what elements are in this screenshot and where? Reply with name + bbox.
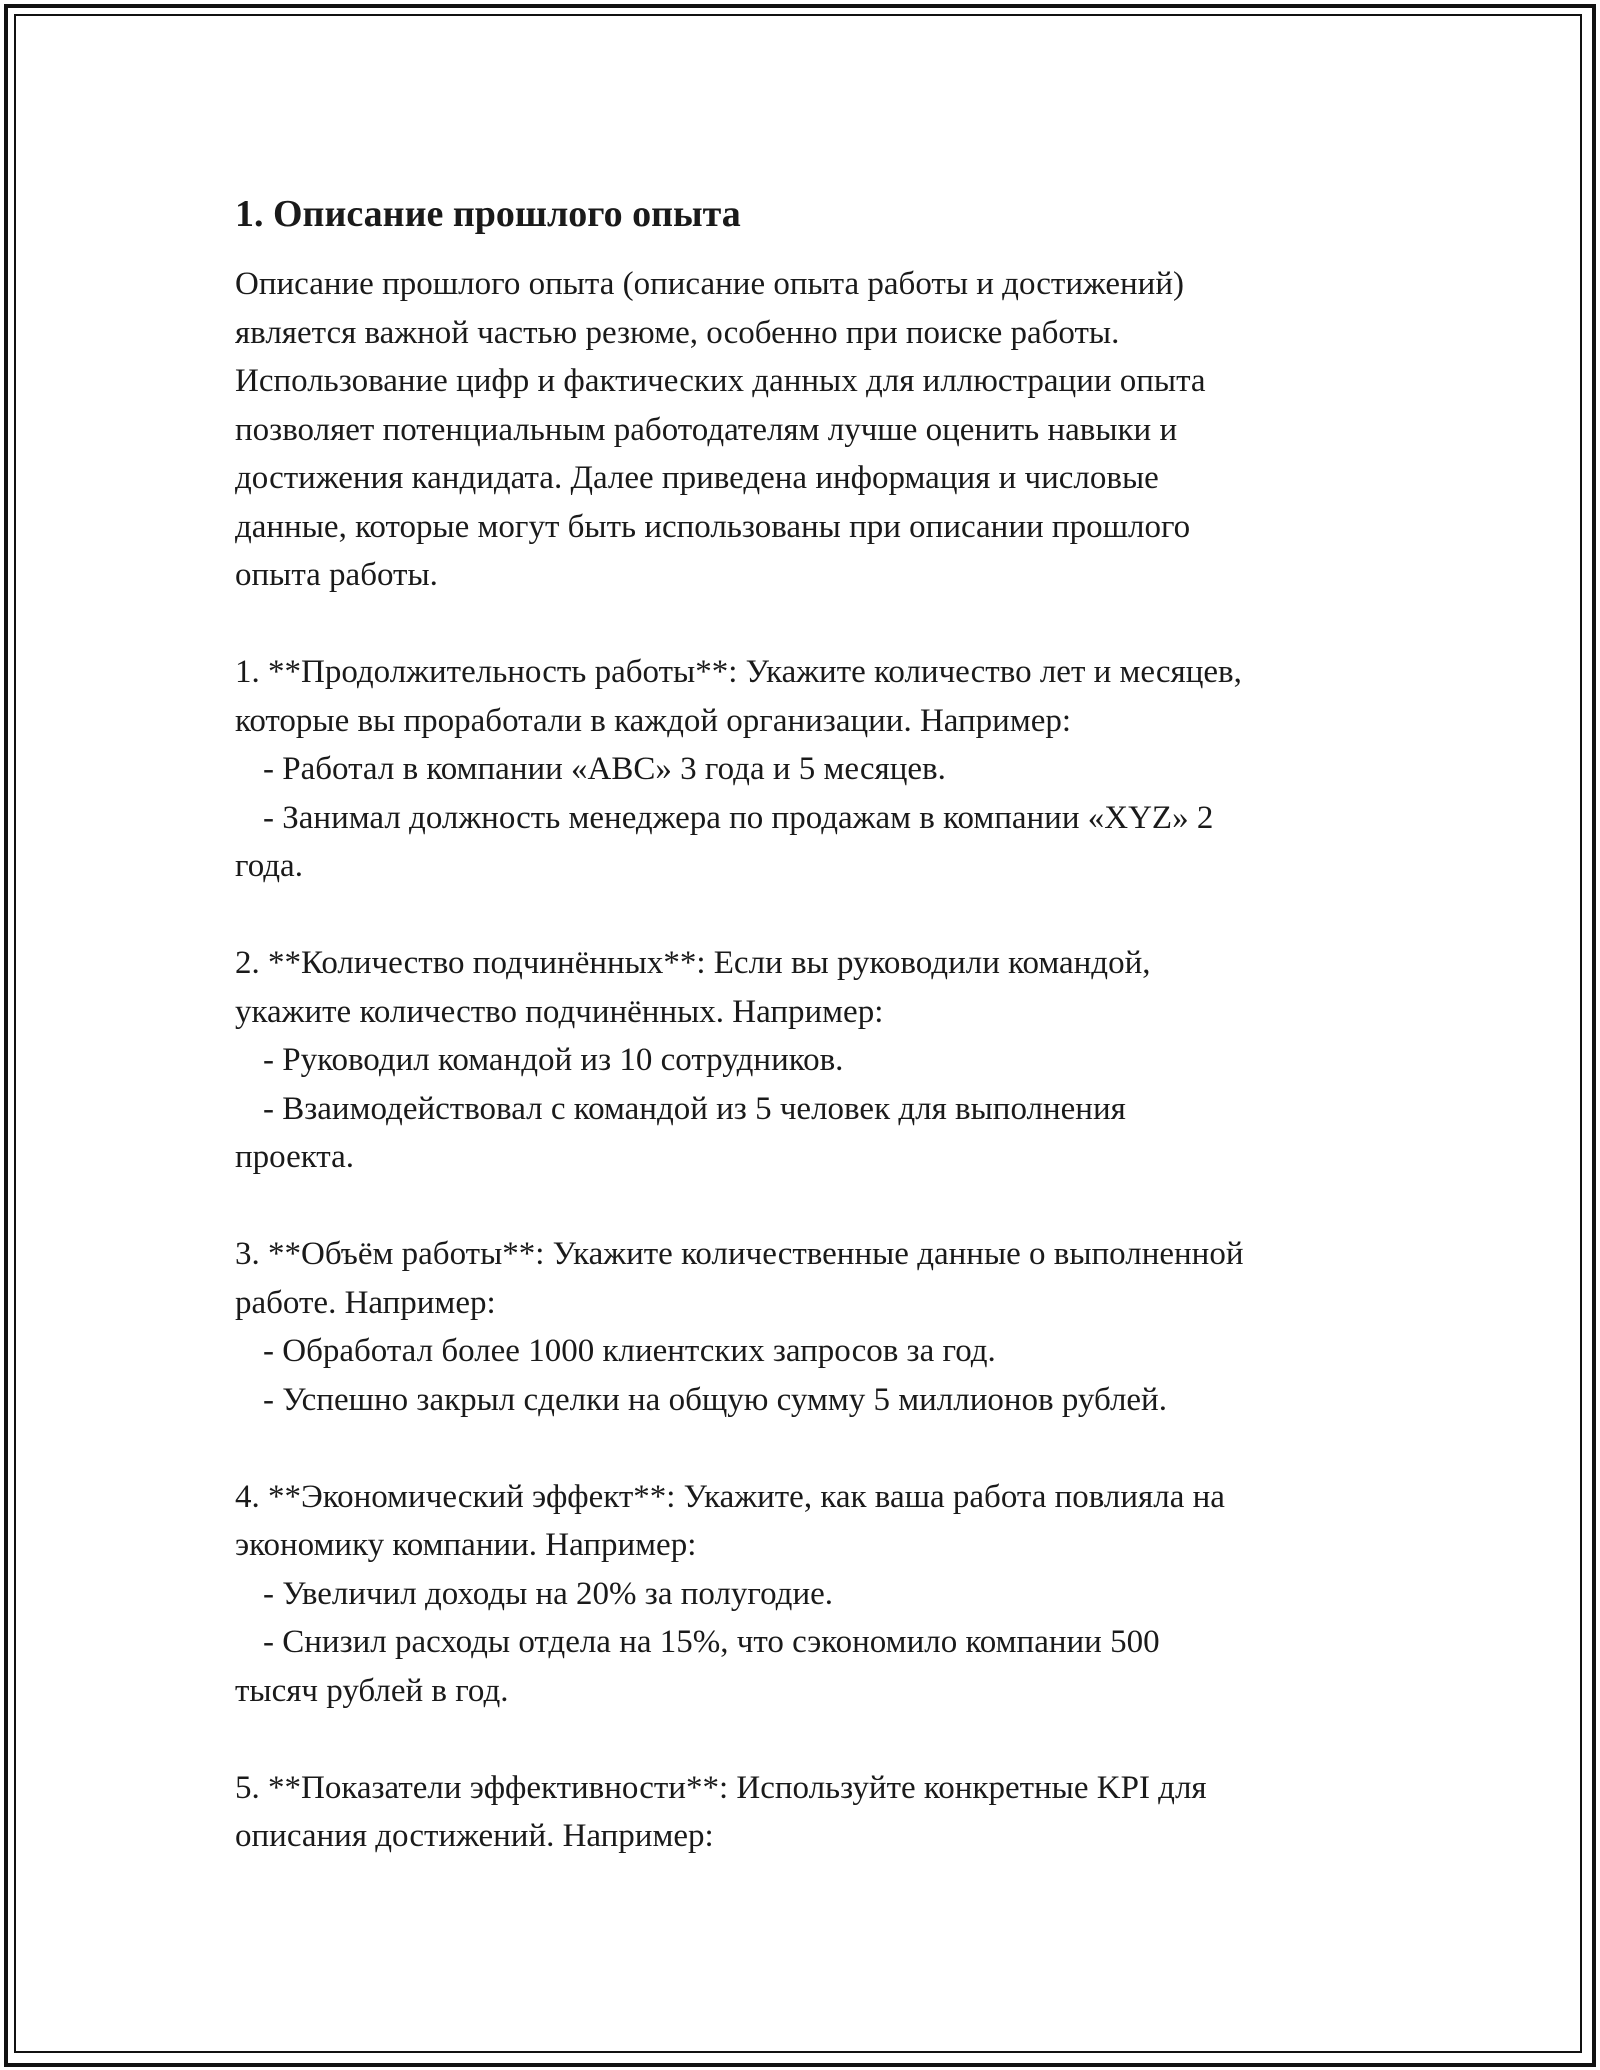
list-item-workload xyxy=(235,1230,1415,1424)
item-line: которые вы проработали в каждой организации. Например: xyxy=(235,702,1072,739)
item-line: 5. **Показатели эффективности**: Используйте конкретные KPI для xyxy=(235,1769,1207,1806)
example-line: - Снизил расходы отдела на 15%, что сэкономило компании 500 xyxy=(263,1624,1160,1660)
intro-line: позволяет потенциальным работодателям лучше оценить навыки и xyxy=(235,411,1178,448)
example-line: - Работал в компании «ABC» 3 года и 5 месяцев. xyxy=(263,751,946,787)
item-line: 3. **Объём работы**: Укажите количественные данные о выполненной xyxy=(235,1236,1244,1272)
example-line-continued: года. xyxy=(235,848,303,884)
list-item-kpi xyxy=(235,1764,1415,1861)
item-line: 1. **Продолжительность работы**: Укажите количество лет и месяцев, xyxy=(235,654,1242,690)
list-item-subordinates xyxy=(235,939,1415,1182)
paragraph-gap xyxy=(235,600,1415,649)
example-line: - Занимал должность менеджера по продажам в компании «XYZ» 2 xyxy=(263,799,1214,836)
intro-paragraph xyxy=(235,260,1415,600)
item-line: работе. Например: xyxy=(235,1284,496,1321)
document-page xyxy=(235,188,1415,1861)
paragraph-gap xyxy=(235,1715,1415,1764)
intro-line: Использование цифр и фактических данных для иллюстрации опыта xyxy=(235,363,1206,399)
intro-line: данные, которые могут быть использованы при описании прошлого xyxy=(235,508,1191,545)
intro-line: является важной частью резюме, особенно при поиске работы. xyxy=(235,314,1120,351)
intro-line: опыта работы. xyxy=(235,557,438,593)
example-line-continued: проекта. xyxy=(235,1139,355,1175)
example-line: - Успешно закрыл сделки на общую сумму 5 миллионов рублей. xyxy=(263,1381,1167,1418)
item-line: укажите количество подчинённых. Например: xyxy=(235,993,884,1030)
paragraph-gap xyxy=(235,1424,1415,1473)
paragraph-gap xyxy=(235,891,1415,940)
example-line: - Руководил командой из 10 сотрудников. xyxy=(263,1042,844,1078)
list-item-duration xyxy=(235,648,1415,891)
list-item-economic-effect xyxy=(235,1473,1415,1716)
example-line: - Обработал более 1000 клиентских запросов за год. xyxy=(263,1333,996,1369)
intro-line: Описание прошлого опыта (описание опыта работы и достижений) xyxy=(235,266,1184,302)
paragraph-gap xyxy=(235,1182,1415,1231)
item-line: экономику компании. Например: xyxy=(235,1527,697,1563)
section-heading: 1. Описание прошлого опыта xyxy=(235,193,741,235)
item-line: 2. **Количество подчинённых**: Если вы руководили командой, xyxy=(235,945,1151,981)
item-line: описания достижений. Например: xyxy=(235,1818,714,1854)
example-line: - Взаимодействовал с командой из 5 человек для выполнения xyxy=(263,1090,1126,1127)
intro-line: достижения кандидата. Далее приведена информация и числовые xyxy=(235,460,1159,496)
item-line: 4. **Экономический эффект**: Укажите, как ваша работа повлияла на xyxy=(235,1478,1225,1515)
example-line: - Увеличил доходы на 20% за полугодие. xyxy=(263,1575,834,1612)
example-line-continued: тысяч рублей в год. xyxy=(235,1672,509,1709)
